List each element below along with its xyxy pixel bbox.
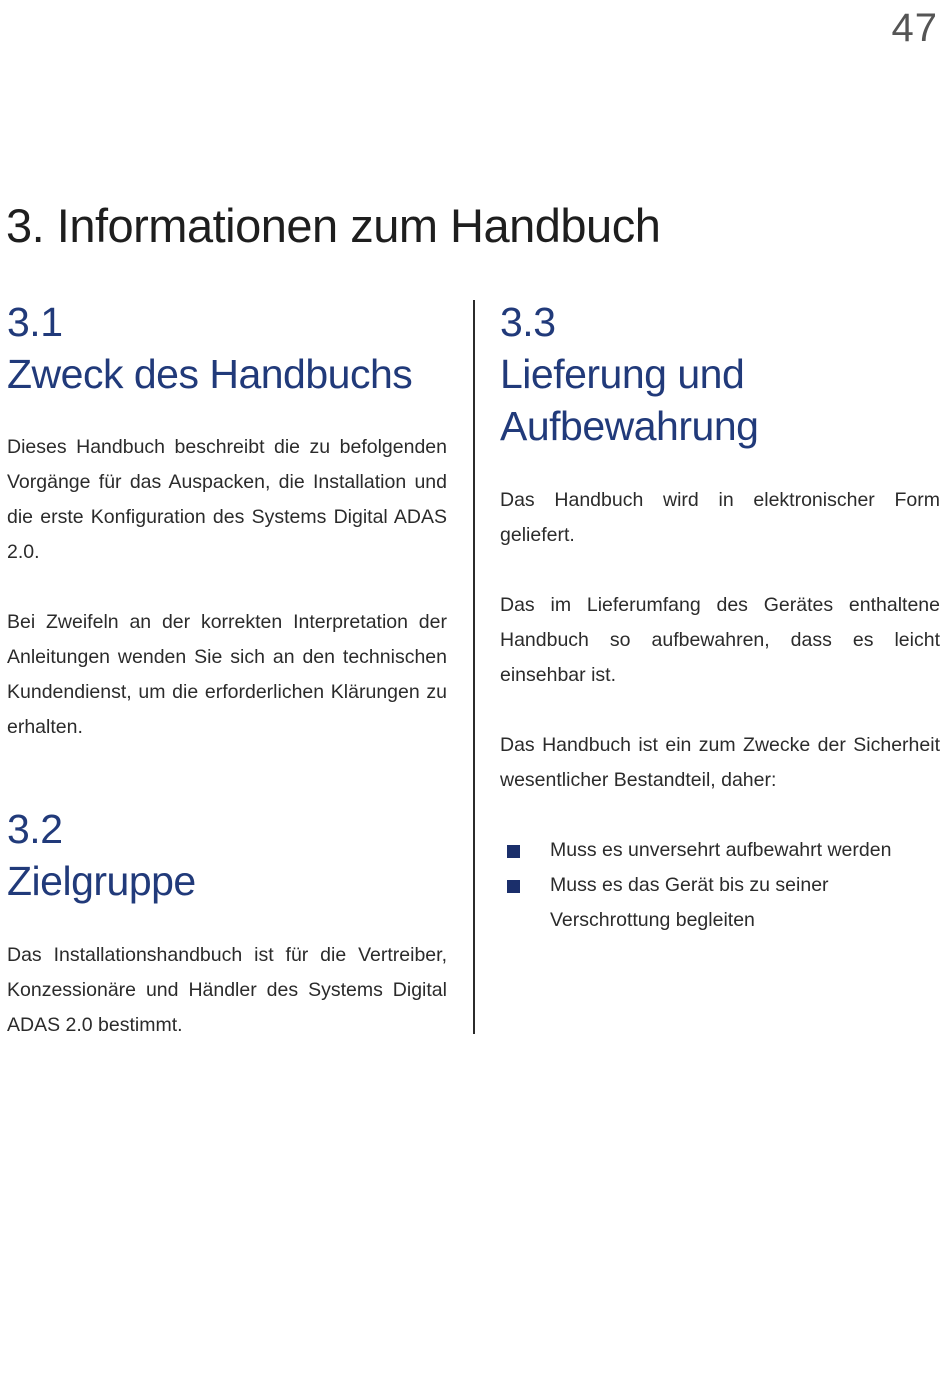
section-3-3-title-line-1: Lieferung und (500, 351, 745, 397)
square-bullet-icon (507, 845, 520, 858)
list-item (500, 868, 940, 938)
bullet-list (500, 833, 940, 938)
section-3-1-number: 3.1 (7, 299, 63, 345)
list-item-text: Muss es das Gerät bis zu seiner Verschrottung begleiten (550, 874, 829, 931)
page-number: 47 (891, 6, 938, 50)
section-3-3-title-line-2: Aufbewahrung (500, 403, 759, 449)
section-3-2-paragraph-1: Das Installationshandbuch ist für die Vertreiber, Konzessionäre und Händler des Systems Digital ADAS 2.0 bestimmt. (7, 944, 447, 1036)
section-3-3-paragraph-2: Das im Lieferumfang des Gerätes enthaltene Handbuch so aufbewahren, dass es leicht einsehbar ist. (500, 594, 940, 686)
chapter-title: 3. Informationen zum Handbuch (6, 199, 661, 252)
section-3-1-paragraph-2: Bei Zweifeln an der korrekten Interpretation der Anleitungen wenden Sie sich an den technischen Kundendienst, um die erforderlichen Klärungen zu erhalten. (7, 611, 447, 738)
column-divider (473, 300, 475, 1034)
section-3-2-title: Zielgruppe (7, 858, 196, 904)
section-3-3-number: 3.3 (500, 299, 556, 345)
section-3-3-paragraph-1: Das Handbuch wird in elektronischer Form geliefert. (500, 489, 940, 546)
list-item (500, 833, 940, 868)
section-3-1-paragraph-1: Dieses Handbuch beschreibt die zu befolgenden Vorgänge für das Auspacken, die Installation und die erste Konfiguration des Systems Digital ADAS 2.0. (7, 436, 447, 563)
section-3-2-number: 3.2 (7, 806, 63, 852)
list-item-text: Muss es unversehrt aufbewahrt werden (550, 839, 892, 861)
section-3-1-title: Zweck des Handbuchs (7, 351, 413, 397)
section-3-3-paragraph-3: Das Handbuch ist ein zum Zwecke der Sicherheit wesentlicher Bestandteil, daher: (500, 734, 940, 791)
square-bullet-icon (507, 880, 520, 893)
